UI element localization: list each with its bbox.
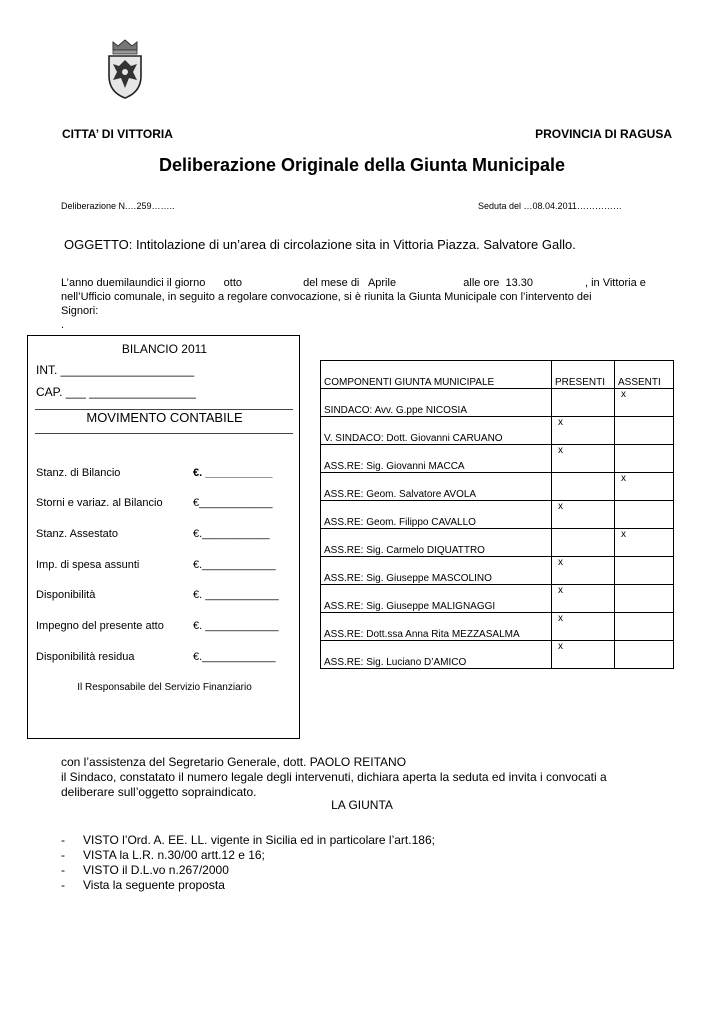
absent-mark: x (615, 389, 674, 417)
absent-mark: x (615, 529, 674, 557)
deliberation-number: Deliberazione N.…259…….. (61, 201, 175, 211)
list-item: - VISTO l’Ord. A. EE. LL. vigente in Sicilia ed in particolare l’art.186; (61, 833, 435, 847)
budget-row-value: €.____________ (193, 559, 276, 571)
intro-line: . (61, 319, 65, 331)
list-item: - VISTO il D.L.vo n.267/2000 (61, 863, 229, 877)
budget-row-label: Storni e variaz. al Bilancio (36, 497, 163, 509)
table-row (321, 557, 674, 585)
closing-line: con l’assistenza del Segretario Generale, dott. PAOLO REITANO (61, 755, 407, 769)
member-name: ASS.RE: Sig. Luciano D’AMICO (321, 641, 552, 669)
financial-manager-label: Il Responsabile del Servizio Finanziario (77, 682, 252, 693)
column-header: PRESENTI (552, 361, 615, 389)
absent-mark (615, 501, 674, 529)
present-mark: x (552, 445, 615, 473)
table-row (321, 445, 674, 473)
int-line: INT. ____________________ (36, 363, 195, 377)
province-name: PROVINCIA DI RAGUSA (535, 127, 672, 141)
list-item-text: VISTO l’Ord. A. EE. LL. vigente in Sicilia ed in particolare l’art.186; (83, 833, 435, 847)
table-row (321, 473, 674, 501)
member-name: ASS.RE: Sig. Giovanni MACCA (321, 445, 552, 473)
list-item-text: Vista la seguente proposta (83, 878, 225, 892)
budget-row-label: Impegno del presente atto (36, 620, 164, 632)
member-name: ASS.RE: Sig. Carmelo DIQUATTRO (321, 529, 552, 557)
list-item: - VISTA la L.R. n.30/00 artt.12 e 16; (61, 848, 265, 862)
intro-line: Signori: (61, 305, 99, 317)
closing-line: deliberare sull’oggetto sopraindicato. (61, 785, 257, 799)
present-mark: x (552, 417, 615, 445)
table-row (321, 417, 674, 445)
present-mark: x (552, 585, 615, 613)
subject-line: OGGETTO: Intitolazione di un’area di circolazione sita in Vittoria Piazza. Salvatore Gallo. (64, 237, 576, 252)
list-item: - Vista la seguente proposta (61, 878, 225, 892)
closing-paragraph (61, 755, 701, 800)
table-row (321, 389, 674, 417)
budget-row-label: Stanz. Assestato (36, 528, 118, 540)
absent-mark (615, 417, 674, 445)
city-name: CITTA’ DI VITTORIA (62, 127, 173, 141)
present-mark (552, 473, 615, 501)
present-mark: x (552, 501, 615, 529)
budget-row-value: €. ____________ (193, 620, 279, 632)
table-row (321, 501, 674, 529)
absent-mark (615, 445, 674, 473)
budget-row-value: €____________ (193, 497, 273, 509)
column-header: COMPONENTI GIUNTA MUNICIPALE (321, 361, 552, 389)
budget-row-value: €. ___________ (193, 467, 273, 479)
coat-of-arms-icon (104, 38, 146, 100)
budget-row-label: Stanz. di Bilancio (36, 467, 121, 479)
budget-row-label: Disponibilità residua (36, 651, 135, 663)
present-mark: x (552, 641, 615, 669)
intro-line: L’anno duemilaundici il giorno otto del mese di Aprile alle ore 13.30 , in Vittoria e (61, 277, 646, 289)
council-members-table (320, 360, 674, 669)
member-name: V. SINDACO: Dott. Giovanni CARUANO (321, 417, 552, 445)
session-date: Seduta del …08.04.2011…………… (478, 201, 622, 211)
member-name: ASS.RE: Geom. Filippo CAVALLO (321, 501, 552, 529)
budget-title: BILANCIO 2011 (121, 342, 208, 356)
member-name: ASS.RE: Sig. Giuseppe MALIGNAGGI (321, 585, 552, 613)
legal-references-list (61, 833, 435, 893)
closing-line: il Sindaco, constatato il numero legale degli intervenuti, dichiara aperta la seduta ed invita i convocati a (61, 770, 607, 784)
cap-line: CAP. ___ ________________ (36, 385, 196, 399)
table-row (321, 585, 674, 613)
absent-mark: x (615, 473, 674, 501)
present-mark: x (552, 557, 615, 585)
budget-row-label: Imp. di spesa assunti (36, 559, 140, 571)
list-item-text: VISTA la L.R. n.30/00 artt.12 e 16; (83, 848, 265, 862)
list-item-text: VISTO il D.L.vo n.267/2000 (83, 863, 229, 877)
budget-row-value: €. ____________ (193, 589, 279, 601)
member-name: SINDACO: Avv. G.ppe NICOSIA (321, 389, 552, 417)
budget-box (27, 335, 300, 739)
member-name: ASS.RE: Dott.ssa Anna Rita MEZZASALMA (321, 613, 552, 641)
intro-line: nell’Ufficio comunale, in seguito a regolare convocazione, si è riunita la Giunta Municipale con l’intervento dei (61, 291, 592, 303)
accounting-movement-label: MOVIMENTO CONTABILE (86, 410, 243, 425)
table-header-row (321, 361, 674, 389)
present-mark (552, 389, 615, 417)
absent-mark (615, 613, 674, 641)
table-row (321, 613, 674, 641)
divider (35, 433, 293, 434)
document-title: Deliberazione Originale della Giunta Municipale (158, 155, 566, 175)
absent-mark (615, 641, 674, 669)
absent-mark (615, 585, 674, 613)
table-row (321, 641, 674, 669)
member-name: ASS.RE: Sig. Giuseppe MASCOLINO (321, 557, 552, 585)
la-giunta-heading: LA GIUNTA (331, 798, 393, 812)
budget-row-label: Disponibilità (36, 589, 96, 601)
present-mark (552, 529, 615, 557)
intro-paragraph (61, 276, 681, 332)
table-row (321, 529, 674, 557)
present-mark: x (552, 613, 615, 641)
budget-row-value: €.___________ (193, 528, 270, 540)
column-header: ASSENTI (615, 361, 674, 389)
member-name: ASS.RE: Geom. Salvatore AVOLA (321, 473, 552, 501)
budget-row-value: €.____________ (193, 651, 276, 663)
absent-mark (615, 557, 674, 585)
